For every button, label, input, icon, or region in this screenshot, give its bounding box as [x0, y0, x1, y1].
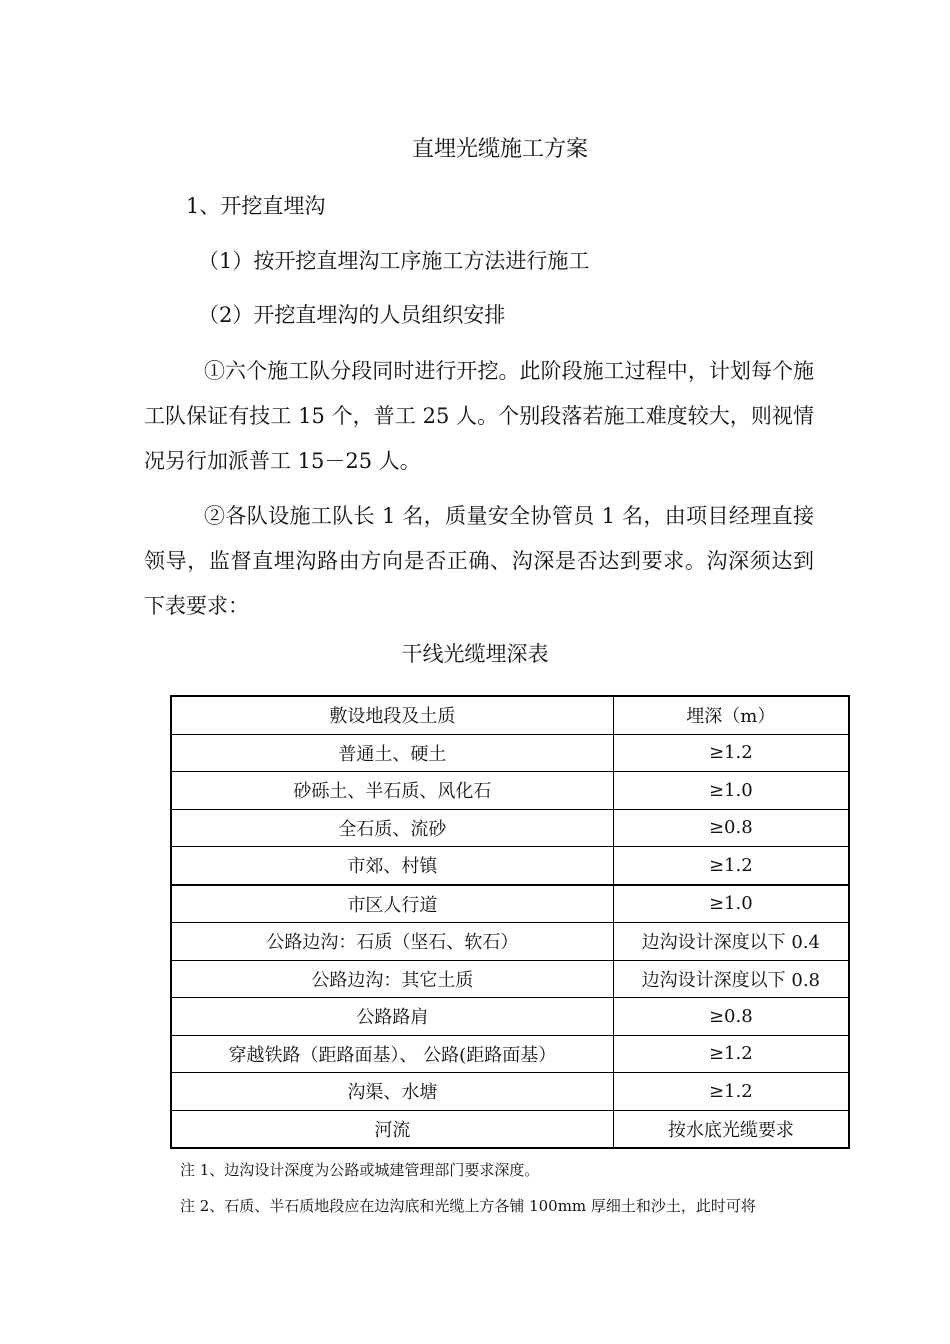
table-cell: 穿越铁路（距路面基）、 公路(距路面基） — [171, 1035, 613, 1073]
table-cell: 公路边沟：石质（坚石、软石） — [171, 923, 613, 961]
table-cell: ≥1.0 — [613, 885, 849, 923]
table-row — [171, 960, 849, 998]
list-item-1: （1）按开挖直埋沟工序施工方法进行施工 — [198, 249, 590, 273]
table-cell: ≥1.2 — [613, 734, 849, 772]
burial-depth-table — [170, 695, 850, 1149]
table-cell: 普通土、硬土 — [171, 734, 613, 772]
header-cell-depth: 埋深（m） — [613, 696, 849, 734]
table-row — [171, 998, 849, 1036]
table-cell: 按水底光缆要求 — [613, 1110, 849, 1148]
table-row — [171, 1073, 849, 1111]
table-title: 干线光缆埋深表 — [401, 642, 549, 666]
table-cell: ≥1.2 — [613, 847, 849, 885]
table-note-2: 注 2、石质、半石质地段应在边沟底和光缆上方各铺 100mm 厚细土和沙土，此时可将 — [180, 1197, 756, 1215]
table-cell: 市郊、村镇 — [171, 847, 613, 885]
table-cell: ≥0.8 — [613, 998, 849, 1036]
table-row — [171, 885, 849, 923]
table-cell: 公路路肩 — [171, 998, 613, 1036]
table-row — [171, 923, 849, 961]
table-row — [171, 772, 849, 810]
table-row — [171, 809, 849, 847]
table-cell: 沟渠、水塘 — [171, 1073, 613, 1111]
table-row — [171, 1110, 849, 1148]
table-note-1: 注 1、边沟设计深度为公路或城建管理部门要求深度。 — [180, 1161, 540, 1179]
paragraph-2: ②各队设施工队长 1 名，质量安全协管员 1 名，由项目经理直接领导，监督直埋沟路由方向是否正确、沟深是否达到要求。沟深须达到下表要求： — [144, 504, 814, 618]
table-cell: 全石质、流砂 — [171, 809, 613, 847]
document-title: 直埋光缆施工方案 — [411, 137, 588, 162]
table-cell: ≥1.2 — [613, 1035, 849, 1073]
list-item-2: （2）开挖直埋沟的人员组织安排 — [198, 303, 506, 327]
table-cell: 市区人行道 — [171, 885, 613, 923]
table-row — [171, 734, 849, 772]
table-cell: ≥0.8 — [613, 809, 849, 847]
table-cell: ≥1.2 — [613, 1073, 849, 1111]
section-heading: 1、开挖直埋沟 — [186, 194, 326, 218]
header-cell-section: 敷设地段及土质 — [171, 696, 613, 734]
table-cell: 河流 — [171, 1110, 613, 1148]
table-header-row — [171, 696, 849, 734]
table-cell: ≥1.0 — [613, 772, 849, 810]
table-cell: 边沟设计深度以下 0.8 — [613, 960, 849, 998]
table-cell: 公路边沟：其它土质 — [171, 960, 613, 998]
table-cell: 边沟设计深度以下 0.4 — [613, 923, 849, 961]
table-row — [171, 847, 849, 885]
table-cell: 砂砾土、半石质、风化石 — [171, 772, 613, 810]
paragraph-1: ①六个施工队分段同时进行开挖。此阶段施工过程中，计划每个施工队保证有技工 15 个，普工 25 人。个别段落若施工难度较大，则视情况另行加派普工 15－25 人。 — [144, 359, 814, 473]
table-row — [171, 1035, 849, 1073]
